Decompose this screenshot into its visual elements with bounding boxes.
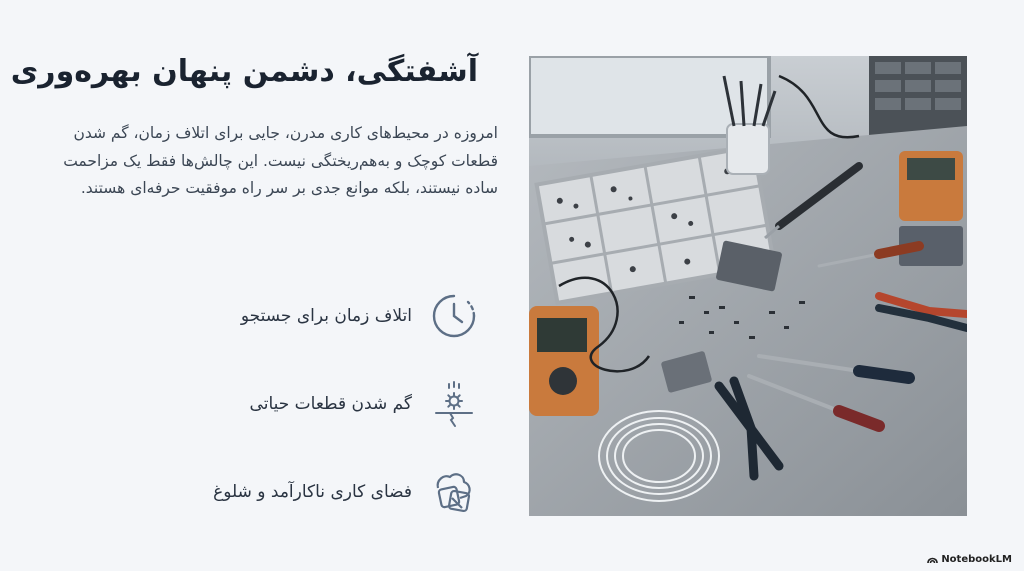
overlapping-shapes-icon xyxy=(430,468,478,516)
feature-item-time-loss xyxy=(48,290,478,342)
intro-paragraph: امروزه در محیط‌های کاری مدرن، جایی برای اتلاف زمان، گم شدن قطعات کوچک و به‌هم‌ریختگی نیست. این چالش‌ها فقط یک مزاحمت ساده نیستند، بلکه موانع جدی بر سر راه موفقیت حرفه‌ای هستند. xyxy=(63,124,498,197)
feature-label: فضای کاری ناکارآمد و شلوغ xyxy=(213,482,412,502)
workbench-photo xyxy=(529,56,967,516)
feature-item-lost-parts xyxy=(48,378,478,430)
notebooklm-logo-icon xyxy=(927,555,938,564)
slide-title: آشفتگی، دشمن پنهان بهره‌وری xyxy=(10,54,478,89)
clock-icon xyxy=(430,292,478,340)
feature-label: گم شدن قطعات حیاتی xyxy=(249,394,412,414)
feature-item-cluttered-space xyxy=(48,466,478,518)
notebooklm-brand xyxy=(927,554,1012,565)
feature-label: اتلاف زمان برای جستجو xyxy=(240,306,412,326)
falling-gear-icon xyxy=(430,380,478,428)
brand-label: NotebookLM xyxy=(941,554,1012,565)
